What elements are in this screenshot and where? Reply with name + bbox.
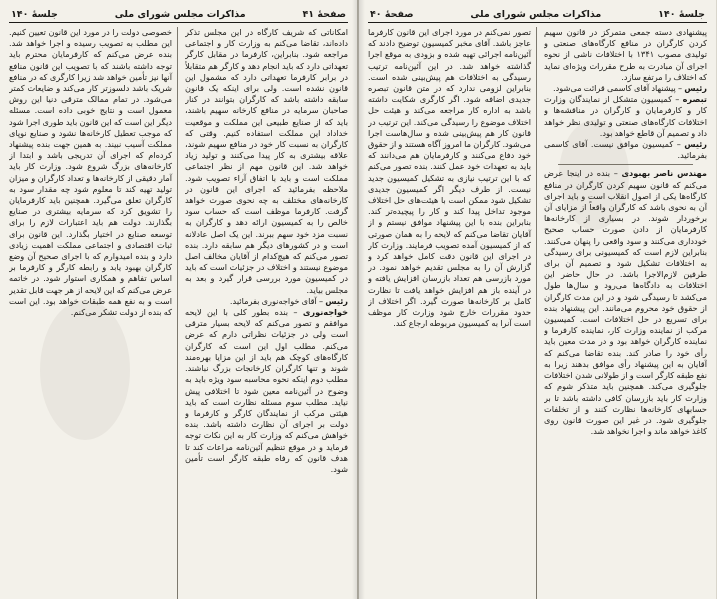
- right-page-title: مذاکرات مجلس شورای ملی: [470, 8, 602, 20]
- right-page-columns: [368, 27, 707, 599]
- paragraph: [368, 27, 531, 329]
- speaker-name: رئیس: [684, 83, 707, 94]
- paragraph-text: بنده بطور کلی با این لایحه موافقم و تصور می‌کنم که لایحه بسیار مترقی است ولی در جزئیات نظراتی دارم که عرض می‌کنم. مطلب اول این است که کارگران کارگاه‌های کوچک هم باید از این مزایا بهره‌مند شوند و تنها کارگران کارخانجات بزرگ نباشند. مطلب دوم اینکه نحوه محاسبه سود ویژه باید به وضوح در آئین‌نامه معین شود تا اختلافی پیش نیاید. مطلب سوم مسئله نظارت است که باید هیئتی مرکب از نمایندگان کارگر و کارفرما و دولت بر اجرای آن نظارت داشته باشد. بنده خواهش می‌کنم که وزارت کار به این نکات توجه فرماید و در موقع تنظیم آئین‌نامه مراعات کند تا هدف قانون که رفاه طبقه کارگر است تأمین شود.: [185, 307, 348, 474]
- paragraph-text: پیشنهادی دسته جمعی متمرکز در قانون سهیم کردن کارگران در منافع کارگاه‌های صنعتی و تولیدی مصوب ۱۳۴۱ با اختلافات ناشی از نحوه اجرای آن مبادرت به طرح مقررات ویژه‌ای نماید که اختلاف را مرتفع سازد.: [544, 27, 707, 82]
- paragraph: مهندس ناصر بهبودی – بنده در اینجا عرض می‌کنم که قانون سهیم کردن کارگران در منافع کارگاه‌ها یکی از اصول انقلاب است و باید اجرای آن به نحوی باشد که کارگران واقعاً از مزایای آن برخوردار شوند. در بسیاری از کارخانه‌ها کارفرمایان از دادن صورت حساب صحیح خودداری می‌کنند و سود واقعی را پنهان می‌کنند. بنابراین لازم است که کمیسیونی برای رسیدگی به اختلافات تشکیل شود و تصمیم آن برای طرفین لازم‌الاجرا باشد. در حال حاضر این اختلافات به دادگاه‌ها می‌رود و سال‌ها طول می‌کشد تا رسیدگی شود و در این مدت کارگران از حقوق خود محروم می‌مانند. این پیشنهاد بنده برای تسریع در حل اختلافات است. کمیسیون مرکب از نماینده وزارت کار، نماینده کارفرما و نماینده کارگران خواهد بود و در مدت معین باید رأی خود را صادر کند. بنده تقاضا می‌کنم که آقایان به این پیشنهاد رأی موافق بدهند زیرا به نفع طبقه کارگر است و از طولانی شدن اختلافات جلوگیری می‌کند. همچنین باید متذکر شوم که وزارت کار باید بازرسان کافی داشته باشد تا بر حسابهای کارخانه‌ها نظارت کنند و از تخلفات جلوگیری شود. در غیر این صورت قانون روی کاغذ خواهد ماند و اجرا نخواهد شد.: [544, 168, 707, 437]
- speaker-name: رئیس: [325, 295, 348, 306]
- speaker-name: خواجه‌نوری: [302, 307, 348, 318]
- right-page-session: جلسهٔ ۱۴۰: [658, 8, 705, 20]
- paragraph: رئیس – پیشنهاد آقای کاسمی قرائت می‌شود.: [553, 83, 707, 94]
- paragraph-text: خصوصی دولت را در مورد این قانون تعیین کنیم. این مطلب به تصویب رسیده و اجرا خواهد شد. بنده عرض می‌کنم که کارفرمایان محترم باید توجه داشته باشند که با تصویب این قانون منافع آنها نیز تأمین خواهد شد زیرا کارگری که در منافع شریک باشد دلسوزتر کار می‌کند و ضایعات کمتر می‌شود. در تمام ممالک مترقی دنیا این روش معمول است و نتایج خوبی داده است. مسئله دیگر این است که این قانون باید طوری اجرا شود که موجب تعطیل کارخانه‌ها نشود و صنایع نوپای مملکت آسیب نبیند. به همین جهت بنده پیشنهاد کرده‌ام که اجرای آن تدریجی باشد و ابتدا از کارخانه‌های بزرگ شروع شود. وزارت کار باید آمار دقیقی از کارخانه‌ها و تعداد کارگران و میزان تولید تهیه کند تا معلوم شود چه مقدار سود به کارگران تعلق می‌گیرد. همچنین باید کارفرمایان را تشویق کرد که سرمایه بیشتری در صنایع بگذارند. دولت هم باید اعتبارات لازم را برای توسعه صنایع در اختیار بگذارد. این قانون برای ثبات اقتصادی و اجتماعی مملکت اهمیت زیادی دارد و بنده امیدوارم که با اجرای صحیح آن وضع کارگران بهبود یابد و رابطه کارگر و کارفرما بر اساس تفاهم و همکاری استوار شود. در خاتمه عرض می‌کنم که این لایحه از هر جهت قابل تقدیر است و به نفع همه طبقات خواهد بود. این است که بنده از دولت تشکر می‌کنم.: [9, 27, 172, 318]
- left-page-session: جلسهٔ ۱۴۰: [11, 8, 58, 20]
- paragraph-text: آقای خواجه‌نوری بفرمائید.: [229, 295, 317, 306]
- paragraph: [9, 27, 172, 318]
- left-page: [0, 0, 358, 599]
- left-page-column-right: [185, 27, 348, 599]
- paragraph: [544, 27, 707, 83]
- paragraph-text: بنده در اینجا عرض می‌کنم که قانون سهیم کردن کارگران در منافع کارگاه‌ها یکی از اصول انقلاب است و باید اجرای آن به نحوی باشد که کارگران واقعاً از مزایای آن برخوردار شوند. در بسیاری از کارخانه‌ها کارفرمایان از دادن صورت حساب صحیح خودداری می‌کنند و سود واقعی را پنهان می‌کنند. بنابراین لازم است که کمیسیونی برای رسیدگی به اختلافات تشکیل شود و تصمیم آن برای طرفین لازم‌الاجرا باشد. در حال حاضر این اختلافات به دادگاه‌ها می‌رود و سال‌ها طول می‌کشد تا رسیدگی شود و در این مدت کارگران از حقوق خود محروم می‌مانند. این پیشنهاد بنده برای تسریع در حل اختلافات است. کمیسیون مرکب از نماینده وزارت کار، نماینده کارفرما و نماینده کارگران خواهد بود و در مدت معین باید رأی خود را صادر کند. بنده تقاضا می‌کنم که آقایان به این پیشنهاد رأی موافق بدهند زیرا به نفع طبقه کارگر است و از طولانی شدن اختلافات جلوگیری می‌کند. همچنین باید متذکر شوم که وزارت کار باید بازرسان کافی داشته باشد تا بر حسابهای کارخانه‌ها نظارت کنند و از تخلفات جلوگیری شود. در غیر این صورت قانون روی کاغذ خواهد ماند و اجرا نخواهد شد.: [544, 168, 707, 437]
- left-page-column-left: [9, 27, 178, 599]
- paragraph: تبصره – کمیسیون متشکل از نمایندگان وزارت کار و کارفرمایان و کارگران در مناقشه‌ها و اختلافات کارگاه‌های صنعتی و تولیدی نظر خواهد داد و تصمیم آن قاطع خواهد بود.: [544, 94, 707, 138]
- speaker-name: مهندس ناصر بهبودی: [621, 168, 707, 179]
- right-page-column-right: [544, 27, 707, 599]
- paragraph-text: پیشنهاد آقای کاسمی قرائت می‌شود.: [553, 83, 676, 94]
- paragraph-text: تصور نمی‌کنم در مورد اجرای این قانون کارفرما عاجز باشد. آقای مخبر کمیسیون توضیح دادند که آئین‌نامه اجرائی تهیه شده و بزودی به موقع اجرا گذاشته خواهد شد. در این آئین‌نامه ترتیب رسیدگی به اختلافات هم پیش‌بینی شده است. بنابراین لزومی ندارد که در متن قانون تبصره جدیدی اضافه شود. اگر کارگری شکایت داشته باشد به اداره کار مراجعه می‌کند و هیئت حل اختلاف موضوع را رسیدگی می‌کند. این ترتیب در قانون کار هم پیش‌بینی شده و سال‌هاست اجرا می‌شود. کارگران ما امروز آگاه هستند و از حقوق خود دفاع می‌کنند و کارفرمایان هم می‌دانند که باید به تعهدات خود عمل کنند. بنده تصور می‌کنم که با این ترتیب نیازی به تشکیل کمیسیون جدید نیست. از طرف دیگر اگر کمیسیون جدیدی تشکیل شود ممکن است با هیئت‌های حل اختلاف موجود تداخل پیدا کند و کار را پیچیده‌تر کند. بنابراین بنده با این پیشنهاد موافق نیستم و از آقایان تقاضا می‌کنم که لایحه را به همان صورتی که از کمیسیون آمده تصویب فرمایند. وزارت کار در اجرای این قانون دقت کامل خواهد کرد و گزارش آن را به مجلس تقدیم خواهد نمود. در مورد بازرسی هم تعداد بازرسان افزایش یافته و در آینده باز هم افزایش خواهد یافت تا نظارت کامل بر کارخانه‌ها صورت گیرد. اگر اختلاف از حدود مقررات خارج شود وزارت کار موظف است آنرا به کمیسیون مربوطه ارجاع کند.: [368, 27, 531, 329]
- left-page-columns: [9, 27, 348, 599]
- section-divider: [558, 164, 693, 165]
- paragraph: [185, 27, 348, 296]
- paragraph-text: امکاناتی که شریف کارگاه در این مجلس تذکر داده‌اند، تقاضا می‌کنم به وزارت کار و اجتماعی مراجعه شود. بنابراین، کارفرما در مقابل کارگر تعهداتی دارد که باید انجام دهد و کارگر هم متقابلاً در برابر کارفرما تعهداتی دارد که مشمول این قانون نشده است. ولی برای اینکه یک قانون سابقه داشته باشد که کارگران بتوانند در کنار صاحبان سرمایه در منافع کارخانه سهیم باشند، باید که از صنایع طبیعی این مملکت و موقعیت خداداد این مملکت استفاده کنیم. وقتی که کارگران به نسبت کار خود در منافع سهیم شوند، علاقه بیشتری به کار پیدا می‌کنند و تولید زیاد خواهد شد. این قانون مهم از نظر اجتماعی مملکت است و باید با اتفاق آراء تصویب شود. ملاحظه بفرمائید که اجرای این قانون در کارخانه‌های مختلف به چه نحوی صورت خواهد گرفت. کارفرما موظف است که حساب سود خالص را به کمیسیون ارائه دهد و کارگران به نسبت مزد خود سهم ببرند. این یک اصل عادلانه است و در کشورهای دیگر هم سابقه دارد. بنده تصور می‌کنم که هیچ‌کدام از آقایان مخالف اصل موضوع نیستند و اختلاف در جزئیات است که باید در کمیسیون مورد بررسی قرار گیرد و بعد به مجلس بیاید.: [185, 27, 348, 295]
- left-page-number: صفحهٔ ۴۱: [302, 8, 346, 20]
- speaker-name: تبصره: [682, 94, 707, 105]
- paragraph: رئیس – آقای خواجه‌نوری بفرمائید.: [229, 295, 348, 306]
- right-page-number: صفحهٔ ۴۰: [370, 8, 414, 20]
- left-page-title: مذاکرات مجلس شورای ملی: [114, 8, 246, 20]
- speaker-name: رئیس: [684, 139, 707, 150]
- paragraph-text: کمیسیون موافق نیست. آقای کاسمی بفرمائید.: [544, 139, 707, 161]
- right-page-header: [368, 6, 707, 23]
- right-page: [358, 0, 716, 599]
- paragraph-text: کمیسیون متشکل از نمایندگان وزارت کار و کارفرمایان و کارگران در مناقشه‌ها و اختلافات کارگاه‌های صنعتی و تولیدی نظر خواهد داد و تصمیم آن قاطع خواهد بود.: [544, 94, 707, 138]
- right-page-column-left: [368, 27, 537, 599]
- paragraph: رئیس – کمیسیون موافق نیست. آقای کاسمی بفرمائید.: [544, 139, 707, 161]
- left-page-header: [9, 6, 348, 23]
- paragraph: خواجه‌نوری – بنده بطور کلی با این لایحه موافقم و تصور می‌کنم که لایحه بسیار مترقی است ولی در جزئیات نظراتی دارم که عرض می‌کنم. مطلب اول این است که کارگران کارگاه‌های کوچک هم باید از این مزایا بهره‌مند شوند و تنها کارگران کارخانجات بزرگ نباشند. مطلب دوم اینکه نحوه محاسبه سود ویژه باید به وضوح در آئین‌نامه معین شود تا اختلافی پیش نیاید. مطلب سوم مسئله نظارت است که باید هیئتی مرکب از نمایندگان کارگر و کارفرما و دولت بر اجرای آن نظارت داشته باشد. بنده خواهش می‌کنم که وزارت کار به این نکات توجه فرماید و در موقع تنظیم آئین‌نامه مراعات کند تا هدف قانون که رفاه طبقه کارگر است تأمین شود.: [185, 307, 348, 474]
